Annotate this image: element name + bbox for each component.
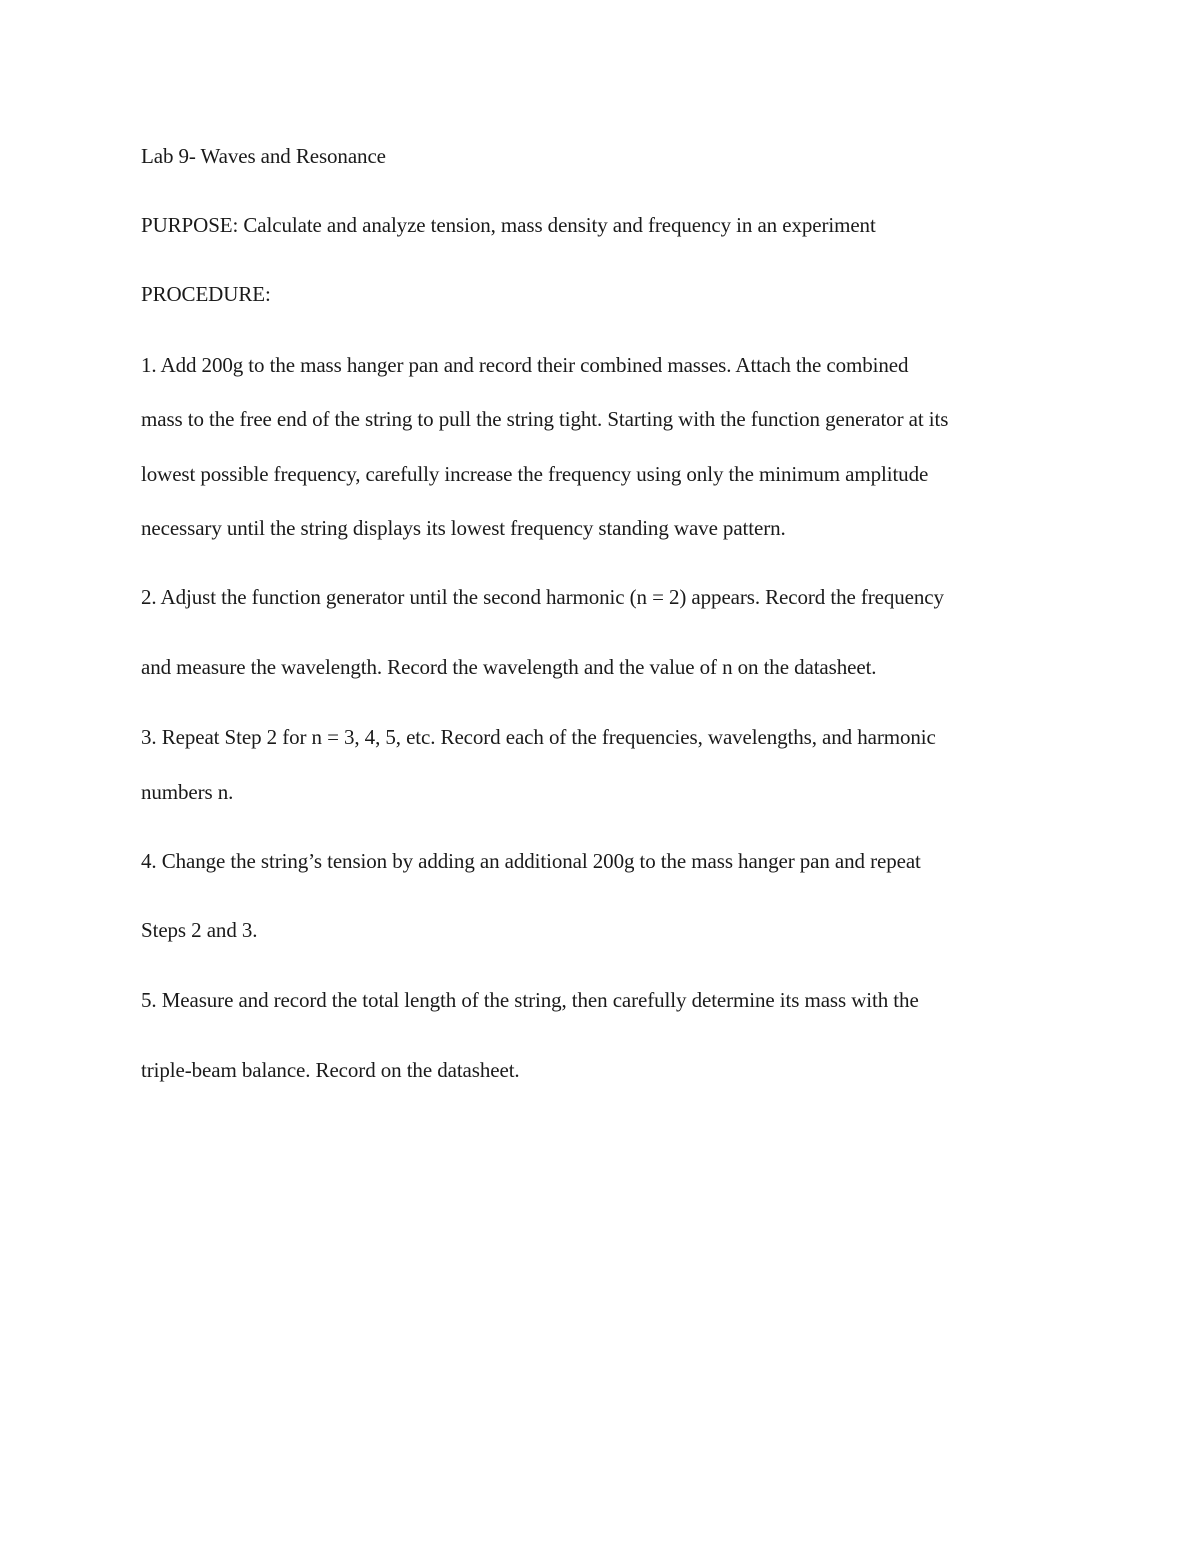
step-5-line-1: 5. Measure and record the total length of the string, then carefully determine its mass with the (141, 988, 919, 1012)
step-4-line-1: 4. Change the string’s tension by adding an additional 200g to the mass hanger pan and repeat (141, 849, 921, 873)
step-1-line-4: necessary until the string displays its lowest frequency standing wave pattern. (141, 516, 786, 540)
step-2-line-2: and measure the wavelength. Record the wavelength and the value of n on the datasheet. (141, 655, 877, 679)
step-1-line-1: 1. Add 200g to the mass hanger pan and record their combined masses. Attach the combined (141, 353, 909, 377)
step-3-line-1: 3. Repeat Step 2 for n = 3, 4, 5, etc. Record each of the frequencies, wavelengths, and harmonic (141, 725, 936, 749)
step-4-line-2: Steps 2 and 3. (141, 918, 258, 942)
step-5-line-2: triple-beam balance. Record on the datasheet. (141, 1058, 520, 1082)
step-1-line-2: mass to the free end of the string to pull the string tight. Starting with the function generator at its (141, 407, 949, 431)
purpose-text: PURPOSE: Calculate and analyze tension, mass density and frequency in an experiment (141, 213, 876, 237)
step-1-line-3: lowest possible frequency, carefully increase the frequency using only the minimum amplitude (141, 462, 929, 486)
procedure-heading: PROCEDURE: (141, 282, 271, 306)
step-2-line-1: 2. Adjust the function generator until the second harmonic (n = 2) appears. Record the frequency (141, 585, 944, 609)
document-title: Lab 9- Waves and Resonance (141, 144, 386, 168)
step-3-line-2: numbers n. (141, 780, 234, 804)
